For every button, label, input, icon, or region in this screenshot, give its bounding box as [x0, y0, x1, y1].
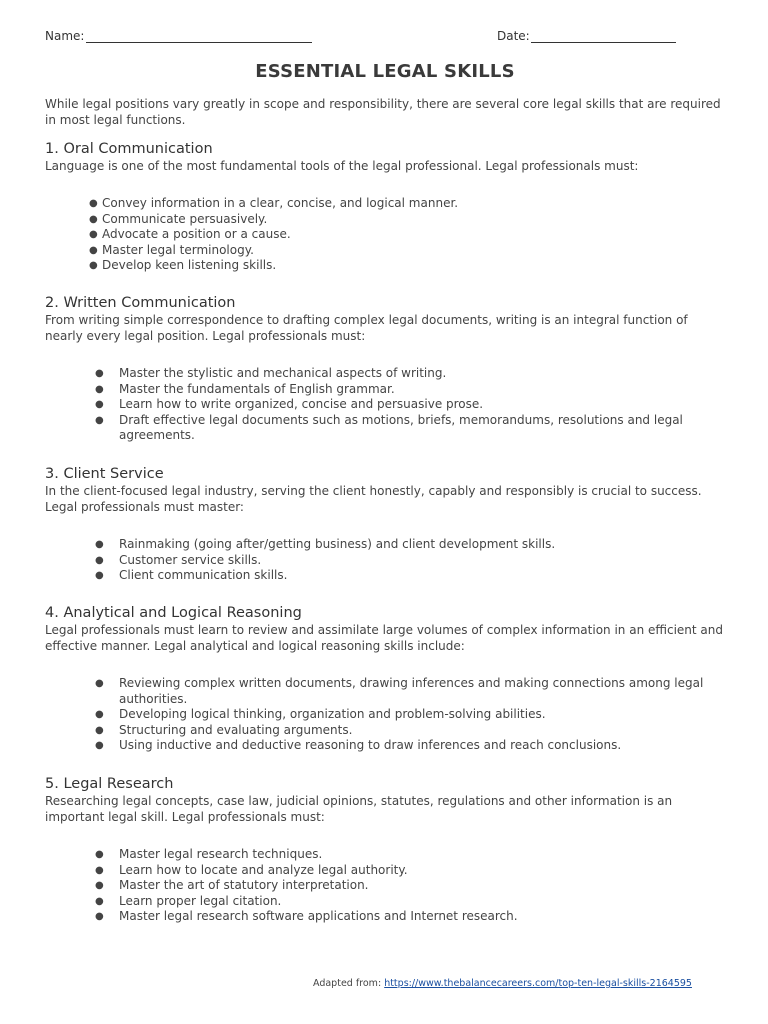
bullet-icon: ● — [95, 911, 104, 923]
bullet-list — [45, 847, 725, 925]
section-oral-communication — [45, 140, 725, 274]
bullet-icon: ● — [89, 213, 98, 225]
page-title: ESSENTIAL LEGAL SKILLS — [255, 61, 515, 82]
bullet-icon: ● — [95, 880, 104, 892]
section-text: In the client-focused legal industry, serving the client honestly, capably and responsibly is crucial to success. Legal professionals must master: — [45, 484, 702, 514]
list-item: ● Rainmaking (going after/getting business) and client development skills. — [95, 537, 556, 551]
bullet-list — [45, 196, 725, 274]
section-heading: 4. Analytical and Logical Reasoning — [45, 605, 302, 621]
bullet-list — [45, 676, 725, 754]
list-item: ● Using inductive and deductive reasoning to draw inferences and reach conclusions. — [95, 738, 622, 753]
bullet-icon: ● — [95, 399, 104, 411]
bullet-list — [45, 366, 725, 444]
list-item: ● Communicate persuasively. — [89, 211, 268, 226]
intro-paragraph: While legal positions vary greatly in scope and responsibility, there are several core legal skills that are required in most legal functions. — [45, 97, 721, 127]
section-analytical-reasoning — [45, 604, 725, 754]
bullet-icon: ● — [89, 198, 98, 209]
list-item: ● Master the stylistic and mechanical aspects of writing. — [95, 366, 447, 380]
list-item: ● Learn how to write organized, concise and persuasive prose. — [95, 397, 484, 412]
name-blank-line[interactable] — [86, 29, 312, 43]
bullet-icon: ● — [89, 229, 98, 241]
bullet-icon: ● — [89, 244, 98, 256]
bullet-icon: ● — [89, 260, 98, 272]
source-link[interactable]: https://www.thebalancecareers.com/top-ten-legal-skills-2164595 — [384, 978, 692, 989]
bullet-icon: ● — [95, 849, 104, 860]
bullet-icon: ● — [95, 678, 104, 689]
name-label: Name: — [45, 29, 85, 43]
section-text: From writing simple correspondence to drafting complex legal documents, writing is an integral function of nearly every legal position. Legal professionals must: — [45, 313, 688, 343]
bullet-icon: ● — [95, 383, 104, 395]
list-item: ● Master legal research techniques. — [95, 847, 323, 861]
section-legal-research — [45, 775, 725, 925]
bullet-icon: ● — [95, 709, 104, 721]
list-item: ● Customer service skills. — [95, 552, 262, 567]
section-client-service — [45, 465, 725, 584]
name-field[interactable] — [45, 29, 312, 43]
footer-label: Adapted from: — [313, 978, 382, 989]
date-field[interactable] — [497, 29, 676, 43]
bullet-icon: ● — [95, 554, 104, 566]
list-item: ● Advocate a position or a cause. — [89, 227, 291, 242]
bullet-icon: ● — [95, 864, 104, 876]
bullet-icon: ● — [95, 368, 104, 379]
list-item: ● Develop keen listening skills. — [89, 258, 277, 273]
section-text: Language is one of the most fundamental tools of the legal professional. Legal professionals must: — [45, 159, 639, 173]
list-item: ● Master the art of statutory interpretation. — [95, 878, 369, 893]
list-item: ● Developing logical thinking, organization and problem-solving abilities. — [95, 707, 546, 722]
bullet-icon: ● — [95, 414, 104, 426]
section-heading: 5. Legal Research — [45, 776, 174, 792]
list-item: ● Learn how to locate and analyze legal authority. — [95, 862, 408, 877]
list-item: ● Client communication skills. — [95, 568, 288, 583]
bullet-icon: ● — [95, 724, 104, 736]
section-text: Legal professionals must learn to review and assimilate large volumes of complex information in an efficient and effective manner. Legal analytical and logical reasoning skills include: — [45, 623, 723, 653]
list-item: ● Convey information in a clear, concise, and logical manner. — [89, 196, 459, 210]
bullet-icon: ● — [95, 895, 104, 907]
bullet-list — [45, 537, 725, 584]
section-heading: 2. Written Communication — [45, 295, 236, 311]
list-item: ● Master legal terminology. — [89, 242, 254, 257]
bullet-icon: ● — [95, 539, 104, 550]
bullet-icon: ● — [95, 740, 104, 752]
list-item: ● Reviewing complex written documents, drawing inferences and making connections among legal authorities. — [95, 676, 704, 706]
list-item: ● Draft effective legal documents such as motions, briefs, memorandums, resolutions and legal agreements. — [95, 412, 683, 443]
date-label: Date: — [497, 29, 530, 43]
list-item: ● Learn proper legal citation. — [95, 893, 282, 908]
bullet-icon: ● — [95, 570, 104, 582]
list-item: ● Structuring and evaluating arguments. — [95, 722, 353, 737]
section-heading: 1. Oral Communication — [45, 141, 213, 157]
list-item: ● Master the fundamentals of English grammar. — [95, 381, 395, 396]
section-written-communication — [45, 294, 725, 444]
section-text: Researching legal concepts, case law, judicial opinions, statutes, regulations and other information is an important legal skill. Legal professionals must: — [45, 794, 673, 824]
footer-attribution — [313, 978, 692, 989]
date-blank-line[interactable] — [531, 29, 676, 43]
list-item: ● Master legal research software applications and Internet research. — [95, 909, 518, 924]
section-heading: 3. Client Service — [45, 466, 164, 482]
